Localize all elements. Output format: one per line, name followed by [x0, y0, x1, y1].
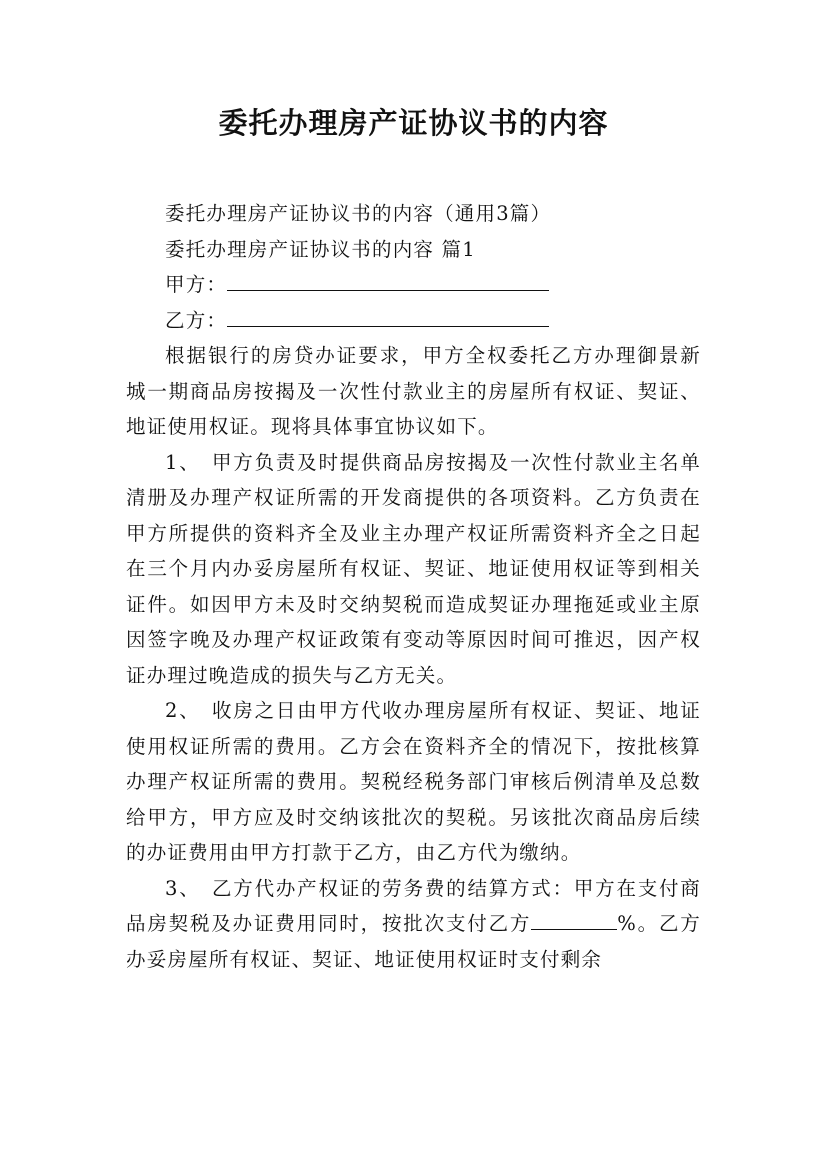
subtitle-line: 委托办理房产证协议书的内容（通用3篇）	[165, 202, 552, 225]
intro-paragraph: 根据银行的房贷办证要求，甲方全权委托乙方办理御景新城一期商品房按揭及一次性付款业主的房屋所有权证、契证、地证使用权证。现将具体事宜协议如下。	[126, 344, 701, 438]
clause-3-paragraph	[126, 871, 701, 978]
clause-3-text-before-blank: 3、 乙方代办产权证的劳务费的结算方式：甲方在支付商品房契税及办证费用同时，按批次支付乙方	[126, 876, 701, 935]
document-title: 委托办理房产证协议书的内容	[218, 106, 609, 140]
document-body	[126, 196, 701, 977]
clause-2-paragraph: 2、 收房之日由甲方代收办理房屋所有权证、契证、地证使用权证所需的费用。乙方会在资料齐全的情况下，按批核算办理产权证所需的费用。契税经税务部门审核后例清单及总数给甲方，甲方应及时交纳该批次的契税。另该批次商品房后续的办证费用由甲方打款于乙方，由乙方代为缴纳。	[126, 699, 701, 864]
party-a-label: 甲方：	[165, 273, 228, 296]
clause-3-text-after-blank: %。乙方办妥房屋所有权证、契证、地证使用权证时支付剩余	[126, 912, 701, 971]
party-a-blank	[227, 270, 549, 291]
payment-percentage-blank	[531, 909, 617, 930]
party-b-blank	[227, 305, 549, 326]
section-heading: 委托办理房产证协议书的内容 篇1	[165, 237, 476, 261]
party-b-line	[126, 303, 701, 339]
party-a-line	[126, 267, 701, 303]
party-b-label: 乙方：	[165, 308, 228, 332]
clause-1-paragraph: 1、 甲方负责及时提供商品房按揭及一次性付款业主名单清册及办理产权证所需的开发商提供的各项资料。乙方负责在甲方所提供的资料齐全及业主办理产权证所需资料齐全之日起在三个月内办妥房屋所有权证、契证、地证使用权证等到相关证件。如因甲方未及时交纳契税而造成契证办理拖延或业主原因签字晚及办理产权证政策有变动等原因时间可推迟，因产权证办理过晚造成的损失与乙方无关。	[126, 450, 701, 687]
